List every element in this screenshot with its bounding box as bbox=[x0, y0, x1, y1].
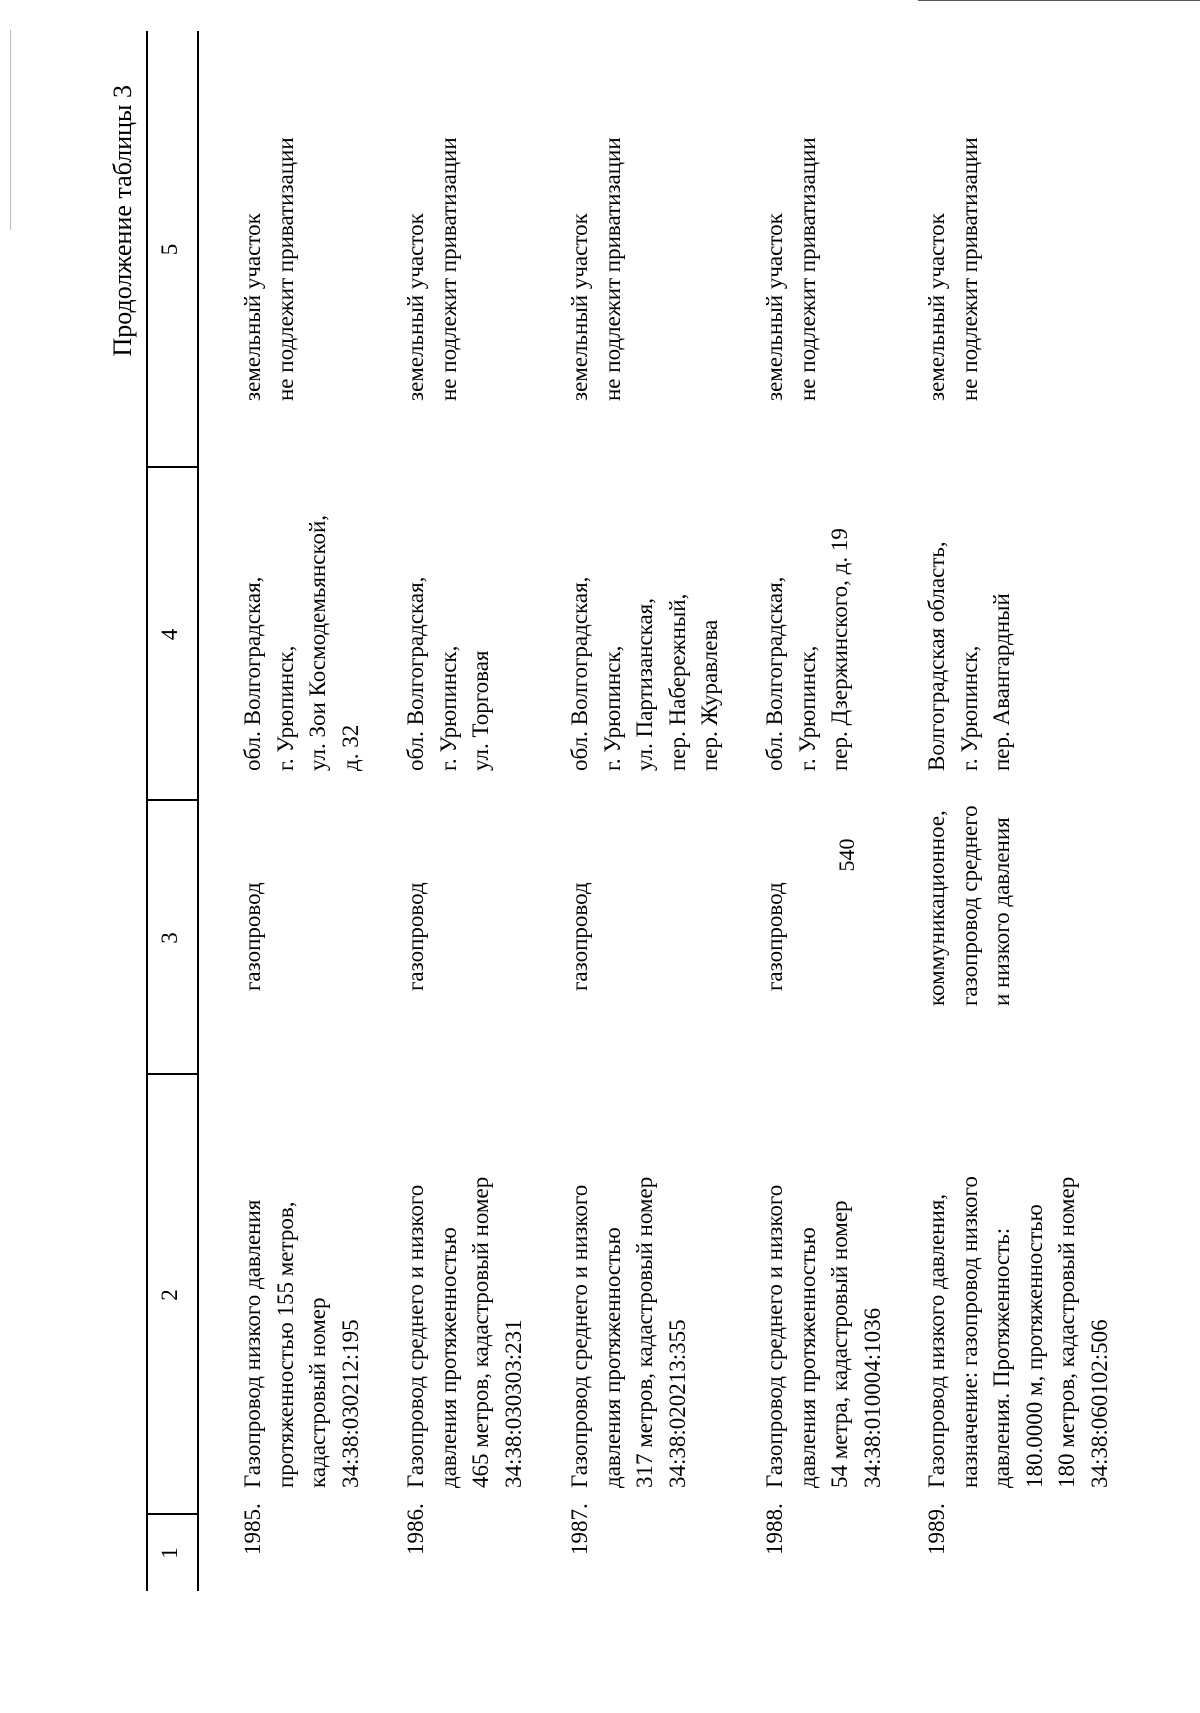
object-name-line: Газопровод низкого давления, bbox=[924, 1193, 949, 1488]
object-purpose bbox=[237, 882, 270, 991]
object-address-line: ул. Зои Космодемьянской, bbox=[305, 514, 330, 771]
row-number: 1988. bbox=[762, 1503, 787, 1555]
column-header-1: 1 bbox=[157, 1547, 182, 1559]
object-name-line: Газопровод среднего и низкого bbox=[762, 1184, 787, 1488]
object-address-line: ул. Торговая bbox=[468, 650, 493, 771]
object-note bbox=[564, 137, 629, 401]
object-address-line: обл. Волгоградская, bbox=[240, 576, 265, 771]
object-address-line: д. 32 bbox=[337, 724, 363, 771]
object-note-line: не подлежит приватизации bbox=[599, 137, 625, 401]
object-purpose bbox=[921, 805, 1019, 1006]
object-name-line: 34:38:060102:506 bbox=[1086, 1319, 1112, 1488]
object-note bbox=[237, 137, 302, 401]
object-address-line: обл. Волгоградская, bbox=[762, 576, 787, 771]
object-name-line: Газопровод низкого давления bbox=[240, 1199, 265, 1488]
object-note-line: земельный участок bbox=[762, 213, 787, 401]
object-note bbox=[759, 137, 824, 401]
object-name-line: кадастровый номер bbox=[305, 1297, 330, 1488]
object-purpose-line: и низкого давления bbox=[989, 817, 1014, 1006]
row-number: 1989. bbox=[924, 1503, 949, 1555]
object-address bbox=[564, 577, 727, 771]
object-note-line: не подлежит приватизации bbox=[794, 137, 820, 401]
object-address-line: Волгоградская область, bbox=[924, 541, 949, 771]
table-top-rule bbox=[146, 31, 148, 1591]
object-name-line: давления. Протяженность: bbox=[989, 1227, 1014, 1488]
object-address-line: г. Урюпинск, bbox=[599, 645, 625, 771]
object-name-line: 34:38:030303:231 bbox=[500, 1319, 526, 1488]
object-purpose-line: газопровод bbox=[762, 882, 787, 991]
object-address-line: пер. Набережный, bbox=[664, 593, 690, 771]
object-name-line: протяженностью 155 метров, bbox=[272, 1201, 298, 1488]
object-purpose bbox=[564, 882, 597, 991]
object-address-line: г. Урюпинск, bbox=[435, 645, 461, 771]
column-header-4: 4 bbox=[157, 628, 182, 641]
object-name-line: 465 метров, кадастровый номер bbox=[468, 1176, 493, 1488]
object-name-line: 34:38:020213:355 bbox=[664, 1319, 690, 1488]
object-note bbox=[921, 137, 986, 401]
column-header-5: 5 bbox=[157, 243, 182, 256]
object-purpose-line: газопровод среднего bbox=[956, 805, 982, 1006]
object-note-line: не подлежит приватизации bbox=[435, 137, 461, 401]
object-name bbox=[400, 1177, 530, 1488]
object-name-line: 180 метров, кадастровый номер bbox=[1054, 1176, 1079, 1488]
row-number: 1986. bbox=[403, 1503, 428, 1555]
object-address-line: ул. Партизанская, bbox=[632, 597, 657, 771]
object-name-line: Газопровод среднего и низкого bbox=[567, 1184, 592, 1488]
table-caption: Продолжение таблицы 3 bbox=[108, 85, 137, 357]
header-bottom-rule bbox=[197, 31, 199, 1591]
page-number: 540 bbox=[834, 838, 859, 872]
object-address-line: г. Урюпинск, bbox=[272, 645, 298, 771]
object-name-line: давления протяженностью bbox=[435, 1227, 461, 1488]
object-address-line: обл. Волгоградская, bbox=[403, 576, 428, 771]
object-note-line: земельный участок bbox=[403, 213, 428, 401]
object-address bbox=[237, 515, 367, 771]
object-note-line: земельный участок bbox=[240, 213, 265, 401]
object-name-line: 34:38:010004:1036 bbox=[859, 1307, 885, 1488]
object-name-line: назначение: газопровод низкого bbox=[956, 1176, 982, 1488]
column-header-3: 3 bbox=[157, 932, 182, 944]
object-name-line: 180.0000 м, протяженностью bbox=[1021, 1204, 1047, 1488]
object-address bbox=[921, 541, 1019, 771]
object-name bbox=[564, 1177, 694, 1488]
object-note-line: не подлежит приватизации bbox=[272, 137, 298, 401]
object-name-line: давления протяженностью bbox=[794, 1227, 820, 1488]
object-address-line: г. Урюпинск, bbox=[794, 645, 820, 771]
row-number: 1985. bbox=[240, 1503, 265, 1555]
object-name bbox=[237, 1200, 367, 1488]
object-note-line: не подлежит приватизации bbox=[956, 137, 982, 401]
object-name bbox=[921, 1176, 1116, 1488]
object-name bbox=[759, 1185, 889, 1488]
object-purpose-line: газопровод bbox=[567, 882, 592, 991]
object-purpose-line: газопровод bbox=[240, 882, 265, 991]
object-purpose bbox=[759, 882, 792, 991]
row-number: 1987. bbox=[567, 1503, 592, 1555]
object-name-line: Газопровод среднего и низкого bbox=[403, 1184, 428, 1488]
column-header-2: 2 bbox=[157, 1289, 182, 1301]
object-purpose-line: коммуникационное, bbox=[924, 810, 949, 1006]
object-address-line: пер. Журавлева bbox=[697, 619, 722, 771]
object-purpose-line: газопровод bbox=[403, 882, 428, 991]
object-name-line: 317 метров, кадастровый номер bbox=[632, 1176, 657, 1488]
object-note-line: земельный участок bbox=[924, 213, 949, 401]
object-address-line: г. Урюпинск, bbox=[956, 645, 982, 771]
object-address-line: пер. Дзержинского, д. 19 bbox=[827, 528, 852, 771]
object-name-line: 54 метра, кадастровый номер bbox=[827, 1200, 852, 1488]
object-note-line: земельный участок bbox=[567, 213, 592, 401]
object-address-line: обл. Волгоградская, bbox=[567, 576, 592, 771]
object-address bbox=[759, 528, 857, 771]
object-purpose bbox=[400, 882, 433, 991]
object-note bbox=[400, 137, 465, 401]
object-address bbox=[400, 577, 498, 771]
object-address-line: пер. Авангардный bbox=[989, 593, 1014, 771]
object-name-line: давления протяженностью bbox=[599, 1227, 625, 1488]
object-name-line: 34:38:030212:195 bbox=[337, 1319, 363, 1488]
